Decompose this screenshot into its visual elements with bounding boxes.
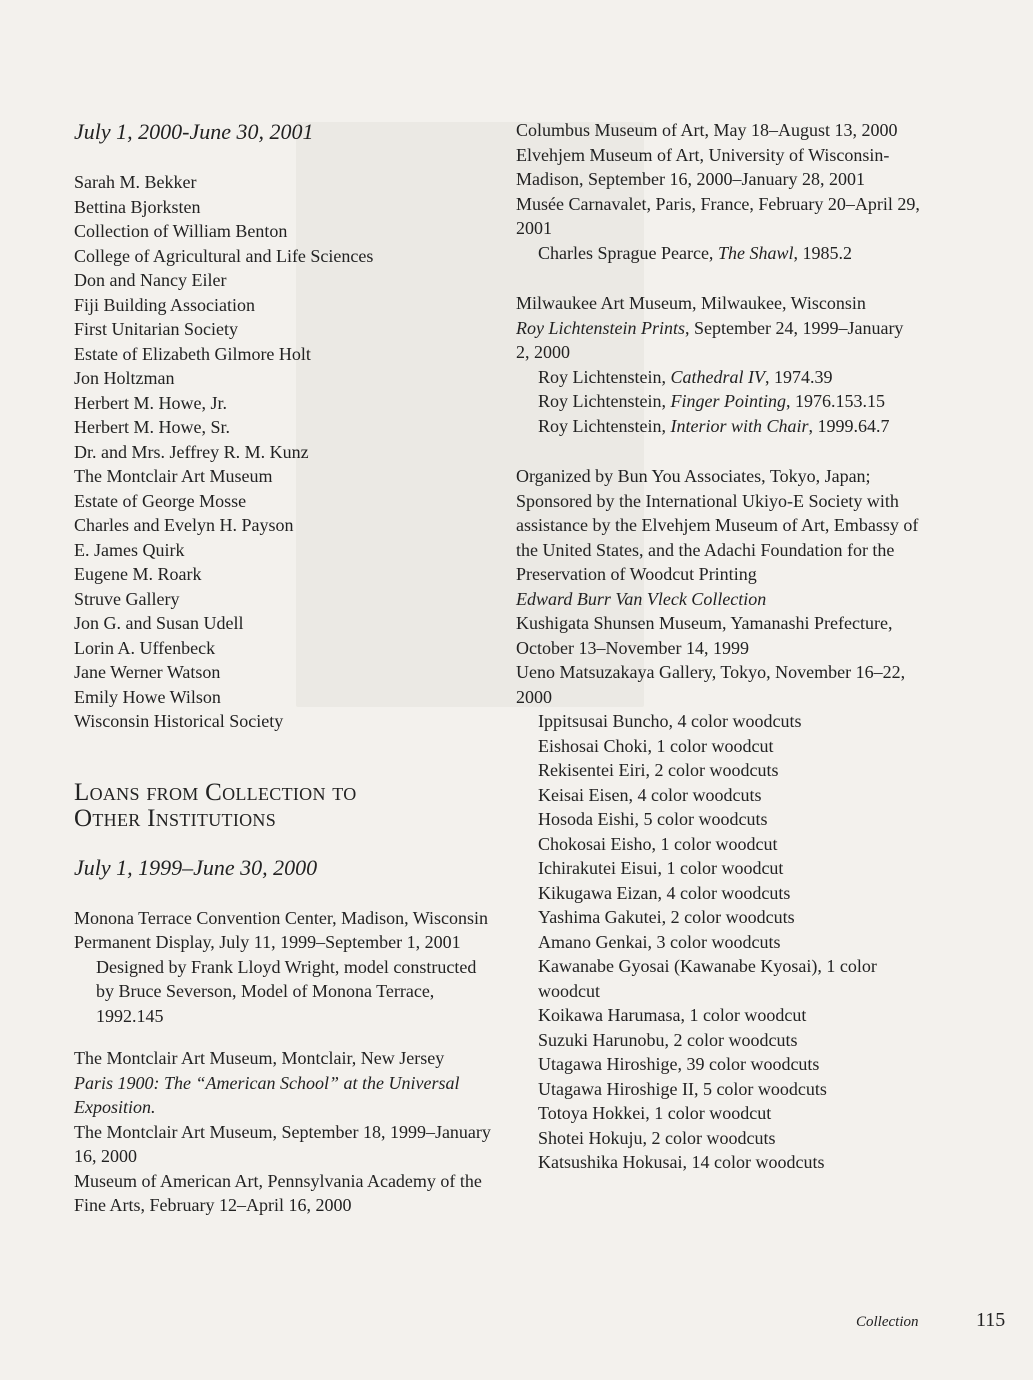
woodcut-item: Amano Genkai, 3 color woodcuts [538, 931, 781, 952]
loan-montclair-exhibition: Paris 1900: The “American School” at the Universal Exposition. [74, 1072, 460, 1117]
donor-item: Bettina Bjorksten [74, 196, 201, 217]
donor-item: Estate of George Mosse [74, 490, 247, 511]
work-artist: Roy Lichtenstein, [538, 415, 671, 436]
exhibition-lichtenstein [516, 316, 921, 365]
donor-item: Herbert M. Howe, Jr. [74, 392, 227, 413]
venue-elvehjem: Elvehjem Museum of Art, University of Wisconsin-Madison, September 16, 2000–January 28, 2001 [516, 144, 890, 189]
work-title: Finger Pointing [670, 391, 786, 411]
donor-item: Jane Werner Watson [74, 662, 221, 682]
donor-item: Wisconsin Historical Society [74, 711, 284, 731]
work-title: Interior with Chair [670, 415, 809, 436]
woodcut-item: Kawanabe Gyosai (Kawanabe Kyosai), 1 color woodcut [538, 956, 877, 1001]
woodcut-item: Ippitsusai Buncho, 4 color woodcuts [538, 711, 802, 731]
loan-monona-work: Designed by Frank Lloyd Wright, model constructed by Bruce Severson, Model of Monona Terrace, 1992.145 [96, 956, 477, 1026]
woodcut-item: Eishosai Choki, 1 color woodcut [538, 735, 774, 756]
period-heading-2000-2001: July 1, 2000-June 30, 2001 [74, 119, 314, 144]
work-pearce-accession: , 1985.2 [793, 242, 852, 263]
venue-columbus: Columbus Museum of Art, May 18–August 13, 2000 [516, 120, 898, 140]
woodcut-item: Totoya Hokkei, 1 color woodcut [538, 1103, 772, 1123]
section-title-line-1: Loans from Collection to [74, 778, 357, 806]
woodcut-list [516, 709, 921, 1175]
donor-list [74, 170, 494, 734]
donor-item: Eugene M. Roark [74, 564, 202, 584]
woodcut-item: Hosoda Eishi, 5 color woodcuts [538, 809, 768, 829]
exhibition-lichtenstein-dates: , September 24, 1999–January 2, 2000 [516, 317, 904, 362]
donor-item: Don and Nancy Eiler [74, 270, 227, 290]
section-title [74, 780, 494, 832]
work-accession: , 1974.39 [764, 366, 833, 387]
donor-item: Lorin A. Uffenbeck [74, 637, 216, 658]
work-artist: Roy Lichtenstein, [538, 366, 671, 387]
woodcut-item: Shotei Hokuju, 2 color woodcuts [538, 1127, 776, 1148]
donor-item: Fiji Building Association [74, 294, 256, 315]
donor-item: The Montclair Art Museum [74, 466, 273, 486]
woodcut-item: Keisai Eisen, 4 color woodcuts [538, 784, 762, 805]
donor-item: E. James Quirk [74, 539, 185, 560]
woodcut-item: Utagawa Hiroshige II, 5 color woodcuts [538, 1078, 827, 1099]
work-lichtenstein [516, 414, 921, 439]
donor-item: Collection of William Benton [74, 221, 288, 241]
woodcut-item: Kikugawa Eizan, 4 color woodcuts [538, 882, 791, 903]
running-footer-section: Collection [856, 1314, 919, 1330]
organizer-note: Organized by Bun You Associates, Tokyo, Japan; Sponsored by the International Ukiyo-E Society with assistance by the Elvehjem Museum of Art, Embassy of the United States, and the Adachi Foundation for the Preservation of Woodcut Printing [516, 466, 919, 584]
woodcut-item: Yashima Gakutei, 2 color woodcuts [538, 907, 795, 927]
woodcut-item: Katsushika Hokusai, 14 color woodcuts [538, 1152, 825, 1172]
woodcut-item: Ichirakutei Eisui, 1 color woodcut [538, 858, 784, 878]
loan-monona-venue: Monona Terrace Convention Center, Madison, Wisconsin [74, 907, 489, 928]
work-pearce-title: The Shawl [717, 242, 794, 263]
work-accession: , 1999.64.7 [808, 415, 890, 436]
section-title-line-2: Other Institutions [74, 804, 277, 832]
woodcut-item: Chokosai Eisho, 1 color woodcut [538, 833, 778, 854]
donor-item: Herbert M. Howe, Sr. [74, 417, 230, 437]
work-pearce-artist: Charles Sprague Pearce, [538, 242, 718, 263]
woodcut-item: Suzuki Harunobu, 2 color woodcuts [538, 1029, 798, 1050]
left-column [74, 118, 494, 1218]
venue-kushigata: Kushigata Shunsen Museum, Yamanashi Prefecture, October 13–November 14, 1999 [516, 613, 893, 658]
donor-item: Jon Holtzman [74, 368, 175, 388]
period-heading-1999-2000: July 1, 1999–June 30, 2000 [74, 854, 318, 880]
exhibition-lichtenstein-title: Roy Lichtenstein Prints [516, 317, 685, 338]
donor-item: Struve Gallery [74, 588, 180, 609]
work-lichtenstein [516, 389, 921, 414]
loan-montclair-venue: The Montclair Art Museum, Montclair, New Jersey [74, 1048, 445, 1068]
donor-item: Estate of Elizabeth Gilmore Holt [74, 343, 311, 364]
work-pearce [516, 241, 921, 266]
venue-ueno: Ueno Matsuzakaya Gallery, Tokyo, November 16–22, 2000 [516, 662, 906, 707]
donor-item: Emily Howe Wilson [74, 686, 221, 707]
loan-monona-display: Permanent Display, July 11, 1999–September 1, 2001 [74, 932, 461, 952]
work-accession: , 1976.153.15 [785, 391, 885, 411]
woodcut-item: Utagawa Hiroshige, 39 color woodcuts [538, 1054, 820, 1074]
work-lichtenstein [516, 365, 921, 390]
venue-milwaukee: Milwaukee Art Museum, Milwaukee, Wisconsin [516, 293, 866, 313]
donor-item: Charles and Evelyn H. Payson [74, 515, 294, 535]
woodcut-item: Koikawa Harumasa, 1 color woodcut [538, 1005, 807, 1025]
donor-item: College of Agricultural and Life Sciences [74, 245, 374, 266]
loan-montclair-dates: The Montclair Art Museum, September 18, 1999–January 16, 2000 [74, 1121, 491, 1166]
page-number: 115 [976, 1309, 1006, 1331]
work-title: Cathedral IV [670, 366, 765, 387]
right-column [516, 118, 921, 1175]
woodcut-item: Rekisentei Eiri, 2 color woodcuts [538, 760, 779, 780]
collection-name: Edward Burr Van Vleck Collection [516, 588, 767, 609]
donor-item: Jon G. and Susan Udell [74, 613, 244, 633]
work-artist: Roy Lichtenstein, [538, 391, 671, 411]
loan-pafa: Museum of American Art, Pennsylvania Academy of the Fine Arts, February 12–April 16, 2000 [74, 1170, 482, 1215]
venue-carnavalet: Musée Carnavalet, Paris, France, February 20–April 29, 2001 [516, 193, 920, 238]
donor-item: First Unitarian Society [74, 319, 238, 339]
donor-item: Sarah M. Bekker [74, 172, 197, 192]
donor-item: Dr. and Mrs. Jeffrey R. M. Kunz [74, 441, 309, 462]
